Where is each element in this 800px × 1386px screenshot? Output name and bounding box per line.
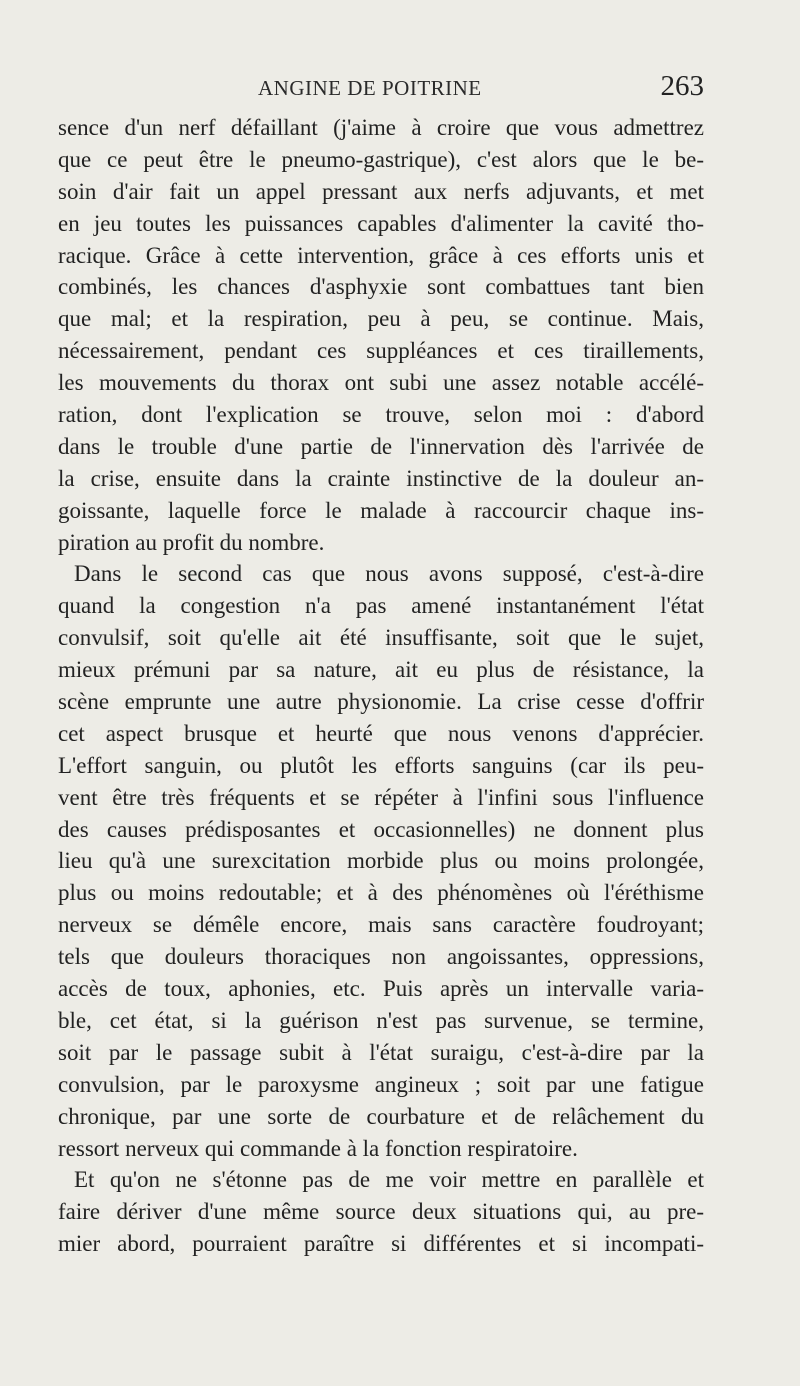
- text-line: mieux prémuni par sa nature, ait eu plus de résistance, la: [58, 657, 704, 683]
- text-line: des causes prédisposantes et occasionnelles) ne donnent plus: [58, 816, 704, 842]
- text-line: lieu qu'à une surexcitation morbide plus ou moins prolongée,: [58, 848, 704, 874]
- text-line: plus ou moins redoutable; et à des phénomènes où l'éréthisme: [58, 880, 704, 906]
- text-line: que mal; et la respiration, peu à peu, se continue. Mais,: [58, 306, 704, 332]
- paragraph-end-line: ressort nerveux qui commande à la fonction respiratoire.: [58, 1135, 578, 1161]
- text-line: ration, dont l'explication se trouve, selon moi : d'abord: [58, 402, 704, 428]
- text-line: combinés, les chances d'asphyxie sont combattues tant bien: [58, 274, 704, 300]
- text-line: ble, cet état, si la guérison n'est pas survenue, se termine,: [58, 1007, 704, 1033]
- paragraph-start-line: Et qu'on ne s'étonne pas de me voir mettre en parallèle et: [74, 1167, 704, 1193]
- text-line: les mouvements du thorax ont subi une assez notable accélé-: [58, 370, 704, 396]
- text-line: soin d'air fait un appel pressant aux nerfs adjuvants, et met: [58, 178, 704, 204]
- text-line: L'effort sanguin, ou plutôt les efforts sanguins (car ils peu-: [58, 752, 704, 778]
- running-title: ANGINE DE POITRINE: [258, 76, 482, 100]
- text-line: racique. Grâce à cette intervention, grâce à ces efforts unis et: [58, 242, 704, 268]
- text-line: mier abord, pourraient paraître si différentes et si incompati-: [58, 1231, 704, 1257]
- text-line: faire dériver d'une même source deux situations qui, au pre-: [58, 1199, 704, 1225]
- text-line: soit par le passage subit à l'état suraigu, c'est-à-dire par la: [58, 1039, 704, 1065]
- paragraph-start-line: Dans le second cas que nous avons supposé, c'est-à-dire: [74, 561, 704, 587]
- text-line: que ce peut être le pneumo-gastrique), c'est alors que le be-: [58, 146, 704, 172]
- text-line: nécessairement, pendant ces suppléances et ces tiraillements,: [58, 338, 704, 364]
- text-line: sence d'un nerf défaillant (j'aime à croire que vous admettrez: [58, 115, 704, 140]
- text-line: accès de toux, aphonies, etc. Puis après un intervalle varia-: [58, 976, 704, 1002]
- text-line: tels que douleurs thoraciques non angoissantes, oppressions,: [58, 944, 704, 970]
- page-number: 263: [660, 70, 704, 102]
- text-line: nerveux se démêle encore, mais sans caractère foudroyant;: [58, 912, 704, 938]
- text-line: chronique, par une sorte de courbature et de relâchement du: [58, 1103, 704, 1129]
- text-line: scène emprunte une autre physionomie. La crise cesse d'offrir: [58, 689, 704, 715]
- text-line: en jeu toutes les puissances capables d'alimenter la cavité tho-: [58, 210, 704, 236]
- page-header: [58, 70, 704, 110]
- text-line: convulsif, soit qu'elle ait été insuffisante, soit que le sujet,: [58, 625, 704, 651]
- text-line: convulsion, par le paroxysme angineux ; soit par une fatigue: [58, 1071, 704, 1097]
- text-line: quand la congestion n'a pas amené instantanément l'état: [58, 593, 704, 619]
- text-line: vent être très fréquents et se répéter à l'infini sous l'influence: [58, 784, 704, 810]
- text-line: cet aspect brusque et heurté que nous venons d'apprécier.: [58, 720, 704, 746]
- paragraph-end-line: piration au profit du nombre.: [58, 529, 325, 555]
- text-line: dans le trouble d'une partie de l'innervation dès l'arrivée de: [58, 433, 704, 459]
- text-line: goissante, laquelle force le malade à raccourcir chaque ins-: [58, 497, 704, 523]
- body-text: [58, 112, 704, 1260]
- text-line: la crise, ensuite dans la crainte instinctive de la douleur an-: [58, 465, 704, 491]
